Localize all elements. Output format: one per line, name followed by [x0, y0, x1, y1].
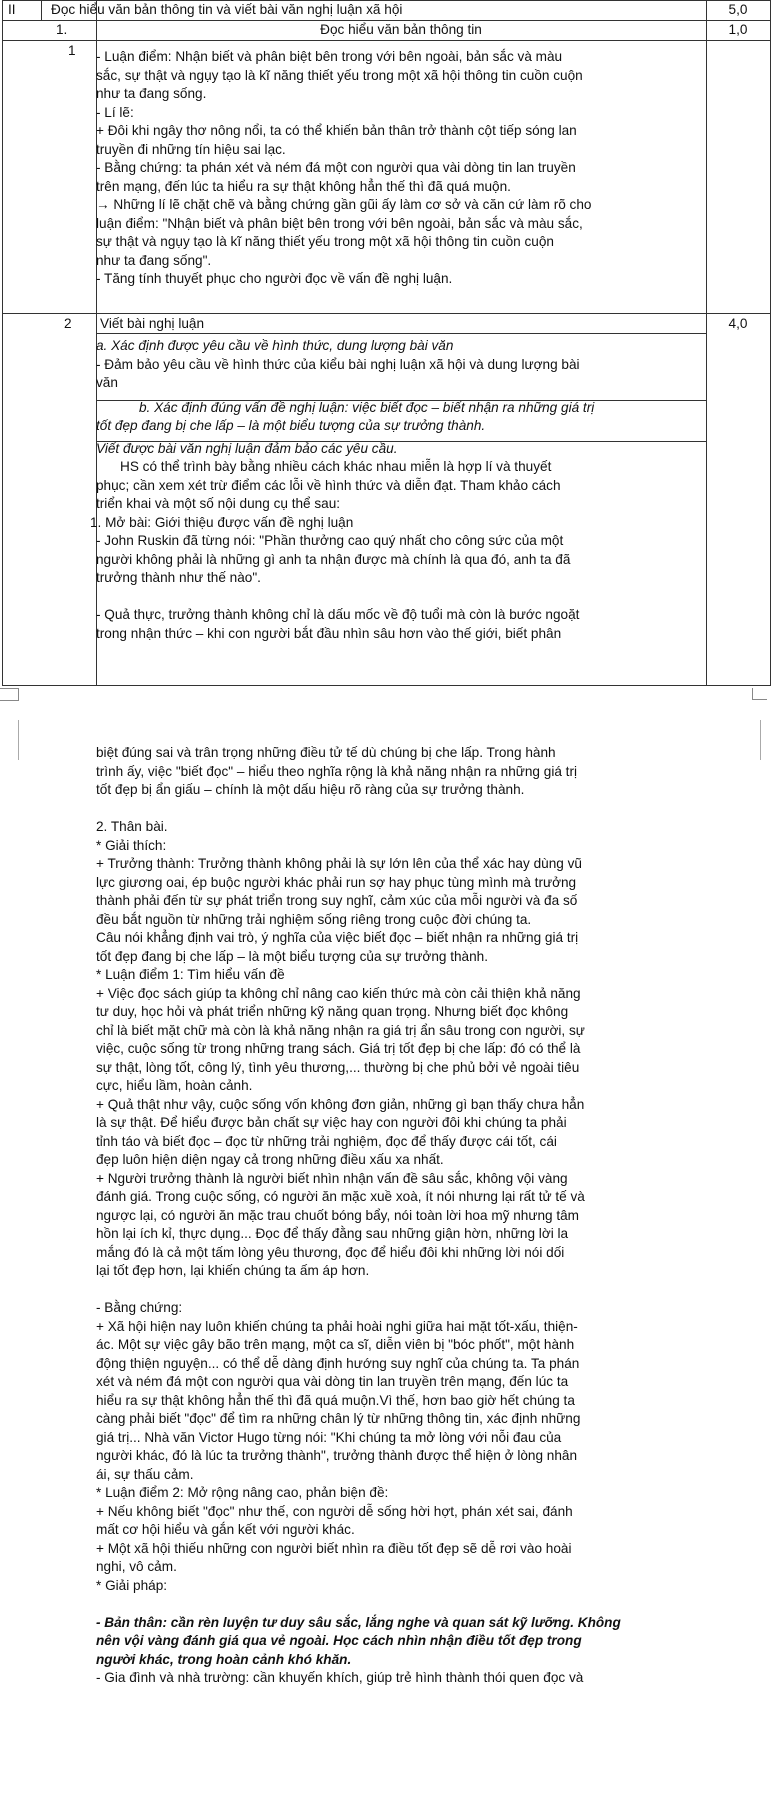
body-heading: * Giải thích: — [96, 837, 167, 853]
body-line: cực, hiểu lầm, hoàn cảnh. — [96, 1078, 253, 1093]
body-line: tốt đẹp bị ẩn giấu – chính là một dấu hiệu rõ ràng của sự trưởng thành. — [96, 782, 525, 797]
question-number-2: 2 — [64, 316, 72, 331]
body-line: đẹp luôn hiện diện ngay cả trong những điều xấu xa nhất. — [96, 1152, 444, 1167]
solution-line: người khác, trong hoàn cảnh khó khăn. — [96, 1651, 352, 1667]
body-line: giá trị... Nhà văn Victor Hugo từng nói: "Khi chúng ta mở lòng với nỗi đau của — [96, 1429, 562, 1445]
body-line: + Trưởng thành: Trưởng thành không phải là sự lớn lên của thể xác hay dùng vũ — [96, 856, 582, 871]
solution-line: - Bản thân: cần rèn luyện tư duy sâu sắc, lắng nghe và quan sát kỹ lưỡng. Không — [96, 1614, 621, 1630]
intro-line: trong nhận thức – khi con người bắt đầu nhìn sâu hơn vào thế giới, biết phân — [96, 625, 562, 641]
question-2-title: Viết bài nghị luận — [100, 316, 205, 331]
body-line: Câu nói khẳng định vai trò, ý nghĩa của việc biết đọc – biết nhận ra những giá trị — [96, 930, 579, 945]
requirement-a-line: - Đảm bảo yêu cầu về hình thức của kiểu bài nghị luận xã hội và dung lượng bài — [96, 356, 580, 372]
answer-line: sự thật và ngụy tạo là kĩ năng thiết yếu trong một xã hội thông tin cuồn cuộn — [96, 234, 554, 249]
answer-line: sắc, sự thật và ngụy tạo là kĩ năng thiết yếu trong một xã hội thông tin cuồn cuộn — [96, 67, 583, 83]
question-2-score: 4,0 — [728, 316, 748, 331]
answer-key-table — [0, 0, 775, 685]
body-line — [96, 1281, 736, 1300]
requirement-a-title: a. Xác định được yêu cầu về hình thức, dung lượng bài văn — [96, 338, 454, 353]
continued-answer-page — [0, 700, 775, 1808]
body-line: + Nếu không biết "đọc" như thế, con người dễ sống hời hợt, phán xét sai, đánh — [96, 1503, 573, 1519]
section-title: Đọc hiểu văn bản thông tin và viết bài văn nghị luận xã hội — [51, 2, 403, 17]
body-line: xét và ném đá một con người qua vài dòng tin lan truyền trên mạng, đến lúc ta — [96, 1374, 569, 1389]
question-number-1: 1 — [68, 43, 76, 58]
body-line: mất cơ hội hiểu và gắn kết với người khác. — [96, 1522, 355, 1537]
body-line: ác. Một sự việc gây bão trên mạng, một ca sĩ, diễn viên bị "bóc phốt", một hành — [96, 1337, 575, 1352]
body-heading: * Luận điểm 1: Tìm hiểu vấn đề — [96, 967, 285, 982]
body-heading: * Luận điểm 2: Mở rộng nâng cao, phản biện đề: — [96, 1485, 389, 1500]
intro-line: - John Ruskin đã từng nói: "Phần thưởng cao quý nhất cho công sức của một — [96, 533, 564, 548]
body-heading: * Giải pháp: — [96, 1577, 168, 1593]
body-line: tốt đẹp đang bị che lấp – là một biểu tượng của sự trưởng thành. — [96, 948, 489, 964]
answer-line: + Đôi khi ngây thơ nông nổi, ta có thể khiến bản thân trở thành cột tiếp sóng lan — [96, 123, 577, 138]
answer-line: như ta đang sống. — [96, 86, 207, 101]
body-line: nghi, vô cảm. — [96, 1559, 177, 1574]
section-number: II — [8, 2, 16, 17]
body-line: chỉ là biết mặt chữ mà còn là khả năng nhận ra giá trị ẩn sâu trong con người, sự — [96, 1022, 585, 1038]
body-line: mắng đó là cả một tấm lòng yêu thương, đọc để hiểu đôi khi những lời nói dối — [96, 1244, 565, 1260]
requirement-c-line: triển khai và một số nội dung cụ thể sau: — [96, 496, 341, 511]
intro-line: - Quả thực, trưởng thành không chỉ là dấu mốc về độ tuổi mà còn là bước ngoặt — [96, 607, 580, 622]
body-line: tư duy, học hỏi và phát triển những kỹ năng quan trọng. Nhưng biết đọc không — [96, 1004, 569, 1019]
requirement-a-line: văn — [96, 375, 118, 390]
body-line: + Một xã hội thiếu những con người biết nhìn ra điều tốt đẹp sẽ dễ rơi vào hoài — [96, 1540, 572, 1556]
requirement-c-line: HS có thể trình bày bằng nhiều cách khác nhau miễn là hợp lí và thuyết — [120, 459, 552, 474]
body-line: thành phải đến từ sự phát triển trong suy nghĩ, cảm xúc của mỗi người và đa số — [96, 893, 578, 908]
body-line: đánh giá. Trong cuộc sống, có người ăn mặc xuề xoà, ít nói nhưng lại rất tử tế và — [96, 1189, 585, 1204]
body-line: là sự thật. Để hiểu được bản chất sự việc hay con người đôi khi chúng ta phải — [96, 1115, 567, 1130]
part-score: 1,0 — [728, 22, 748, 37]
requirement-b-line: tốt đẹp đang bị che lấp – là một biểu tượng của sự trưởng thành. — [96, 418, 486, 433]
body-line: đều bắt nguồn từ những trải nghiệm sống riêng trong cuộc đời chúng ta. — [96, 911, 532, 927]
answer-line: như ta đang sống". — [96, 252, 212, 268]
body-line: - Gia đình và nhà trường: cần khuyến khích, giúp trẻ hình thành thói quen đọc và — [96, 1670, 584, 1685]
question-2-answer — [90, 337, 706, 643]
answer-line: - Bằng chứng: ta phán xét và ném đá một con người qua vài dòng tin lan truyền — [96, 160, 576, 175]
body-line: + Xã hội hiện nay luôn khiến chúng ta phải hoài nghi giữa hai mặt tốt-xấu, thiện- — [96, 1318, 578, 1334]
body-heading: 2. Thân bài. — [96, 819, 168, 834]
body-line: ngược lại, có người ăn mặc trau chuốt bóng bẩy, nói toàn lời hoa mỹ nhưng tâm — [96, 1207, 580, 1223]
body-line: lại tốt đẹp hơn, lại khiến chúng ta ấm áp hơn. — [96, 1263, 370, 1278]
answer-line: - Luận điểm: Nhận biết và phân biệt bên trong với bên ngoài, bản sắc và màu — [96, 49, 563, 64]
part-title: Đọc hiểu văn bản thông tin — [320, 22, 482, 37]
question-1-answer — [96, 48, 706, 289]
answer-line: → Những lí lẽ chặt chẽ và bằng chứng gần gũi ấy làm cơ sở và căn cứ làm rõ cho — [96, 197, 592, 212]
solution-line: nên vội vàng đánh giá qua vẻ ngoài. Học cách nhìn nhận điều tốt đẹp trong — [96, 1633, 582, 1648]
requirement-b-title: b. Xác định đúng vấn đề nghị luận: việc biết đọc – biết nhận ra những giá trị — [139, 399, 595, 415]
requirement-c-title: Viết được bài văn nghị luận đảm bảo các yêu cầu. — [96, 440, 398, 456]
body-line: trình ấy, việc "biết đọc" – hiểu theo nghĩa rộng là khả năng nhận ra những giá trị — [96, 763, 578, 779]
body-line — [96, 1595, 736, 1614]
body-line: hiểu ra sự thật không hẳn thế thì đã quá muộn.Vì thế, hơn bao giờ hết chúng ta — [96, 1392, 575, 1408]
body-line: động thiện nguyện... có thể dễ dàng định hướng suy nghĩ của chúng ta. Ta phán — [96, 1355, 580, 1371]
intro-line: trưởng thành như thế nào". — [96, 570, 261, 585]
body-line: hồn lại ích kỉ, thực dụng... Đọc để thấy đằng sau những giận hờn, những lời la — [96, 1226, 569, 1241]
answer-line: - Lí lẽ: — [96, 104, 134, 120]
section-score: 5,0 — [728, 2, 748, 17]
intro-line — [96, 588, 706, 607]
answer-line: trên mạng, đến lúc ta hiểu ra sự thật không hẳn thế thì đã quá muộn. — [96, 178, 511, 194]
body-line: + Việc đọc sách giúp ta không chỉ nâng cao kiến thức mà còn cải thiện khả năng — [96, 985, 581, 1001]
part-number: 1. — [56, 22, 68, 37]
body-line: biệt đúng sai và trân trọng những điều tử tế dù chúng bị che lấp. Trong hành — [96, 745, 556, 760]
answer-line: truyền đi những tín hiệu sai lạc. — [96, 141, 286, 157]
intro-line: người không phải là những gì anh ta nhận được mà chính là qua đó, anh ta đã — [96, 551, 571, 567]
body-line: + Quả thật như vậy, cuộc sống vốn không đơn giản, những gì bạn thấy chưa hẳn — [96, 1096, 585, 1112]
answer-line: luận điểm: "Nhận biết và phân biệt bên trong với bên ngoài, bản sắc và màu sắc, — [96, 215, 583, 231]
intro-heading: 1. Mở bài: Giới thiệu được vấn đề nghị luận — [90, 514, 354, 530]
body-line — [96, 800, 736, 819]
body-line: càng phải biết "đọc" để tìm ra những chân lý từ những thông tin, xác định những — [96, 1411, 581, 1426]
body-line: việc, cuộc sống từ trong những trang sách. Giá trị tốt đẹp bị che lấp: đó có thể là — [96, 1041, 581, 1056]
body-line: sự thật, lòng tốt, công lý, tình yêu thương,... thường bị che phủ bởi vẻ ngoài tiêu — [96, 1059, 580, 1075]
body-line: + Người trưởng thành là người biết nhìn nhận vấn đề sâu sắc, không vội vàng — [96, 1170, 568, 1186]
answer-line: - Tăng tính thuyết phục cho người đọc về vấn đề nghị luận. — [96, 271, 453, 286]
body-line: tỉnh táo và biết đọc – đọc từ những trải nghiệm, đọc để thấy được cái tốt, cái — [96, 1133, 557, 1149]
page-break-mark-right — [752, 688, 767, 700]
body-line: người khác, đó là lúc ta trưởng thành", trưởng thành được thể hiện ở lòng nhân — [96, 1448, 578, 1463]
body-heading: - Bằng chứng: — [96, 1300, 183, 1315]
body-line: lực giương oai, ép buộc người khác phải run sợ hay phục tùng mình mà trưởng — [96, 874, 577, 890]
requirement-c-line: phục; cần xem xét trừ điểm các lỗi về hình thức và diễn đạt. Tham khảo cách — [96, 477, 561, 493]
body-line: ái, sự thấu cảm. — [96, 1466, 194, 1482]
